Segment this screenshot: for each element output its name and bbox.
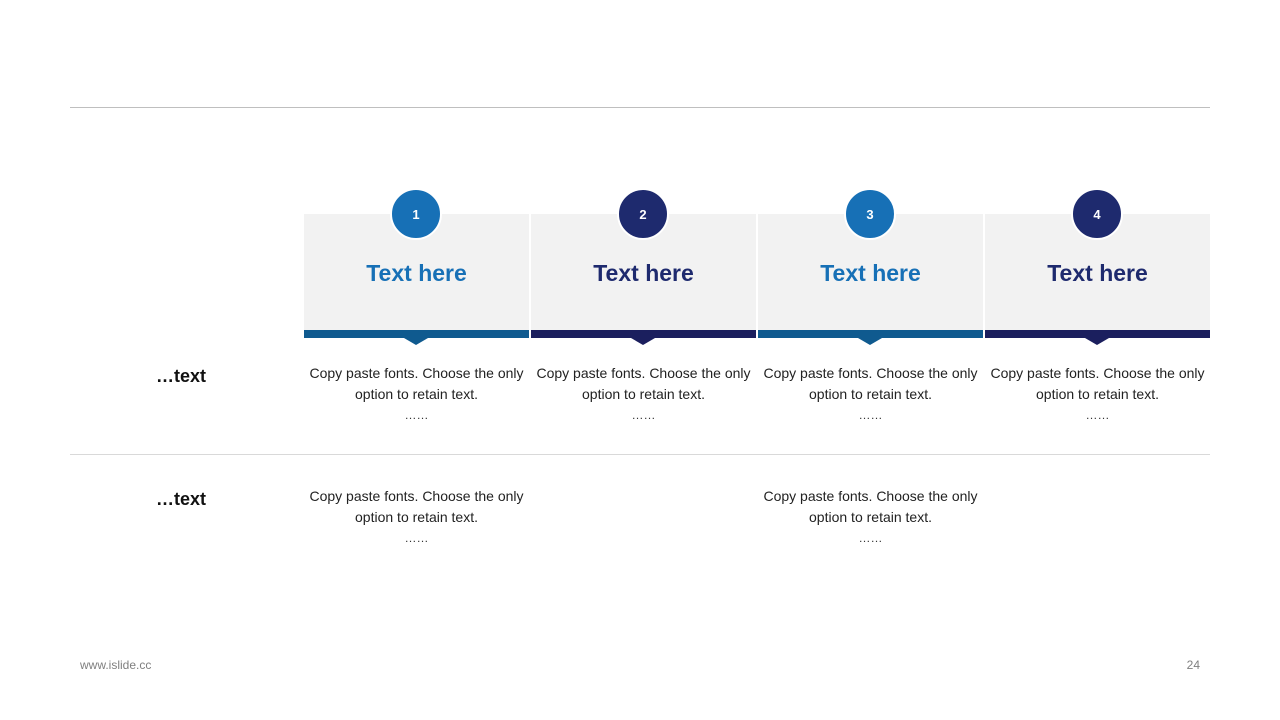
cell-text: Copy paste fonts. Choose the only option to retain text. — [309, 365, 524, 402]
cell-text: Copy paste fonts. Choose the only option to retain text. — [309, 488, 524, 525]
row-label-2: …text — [156, 489, 207, 509]
step-title-4: Text here — [1047, 260, 1148, 286]
step-number-badge-4: 4 — [1071, 188, 1123, 240]
row1-cell-2 — [531, 363, 756, 425]
row2-cell-1 — [304, 486, 529, 548]
step-title-3: Text here — [820, 260, 921, 286]
cell-ellipsis: …… — [404, 408, 429, 422]
step-number-badge-1: 1 — [390, 188, 442, 240]
step-number-badge-2: 2 — [617, 188, 669, 240]
row1-cell-3 — [758, 363, 983, 425]
step-pointer-2 — [631, 338, 655, 345]
footer-website: www.islide.cc — [80, 658, 152, 672]
cell-text: Copy paste fonts. Choose the only option to retain text. — [763, 488, 978, 525]
cell-text: Copy paste fonts. Choose the only option to retain text. — [763, 365, 978, 402]
step-bar-1 — [304, 330, 529, 338]
step-title-2: Text here — [593, 260, 694, 286]
step-bar-2 — [531, 330, 756, 338]
step-pointer-3 — [858, 338, 882, 345]
page-number: 24 — [1186, 658, 1200, 672]
row1-cell-4 — [985, 363, 1210, 425]
cell-ellipsis: …… — [858, 531, 883, 545]
row-divider — [70, 454, 1210, 455]
step-pointer-1 — [404, 338, 428, 345]
step-bar-3 — [758, 330, 983, 338]
cell-ellipsis: …… — [858, 408, 883, 422]
cell-ellipsis: …… — [1085, 408, 1110, 422]
row2-cell-3 — [758, 486, 983, 548]
cell-text: Copy paste fonts. Choose the only option to retain text. — [990, 365, 1205, 402]
cell-ellipsis: …… — [404, 531, 429, 545]
step-pointer-4 — [1085, 338, 1109, 345]
step-number-badge-3: 3 — [844, 188, 896, 240]
cell-text: Copy paste fonts. Choose the only option to retain text. — [536, 365, 751, 402]
cell-ellipsis: …… — [631, 408, 656, 422]
top-divider — [70, 107, 1210, 108]
step-title-1: Text here — [366, 260, 467, 286]
row-label-1: …text — [156, 366, 207, 386]
step-bar-4 — [985, 330, 1210, 338]
row1-cell-1 — [304, 363, 529, 425]
